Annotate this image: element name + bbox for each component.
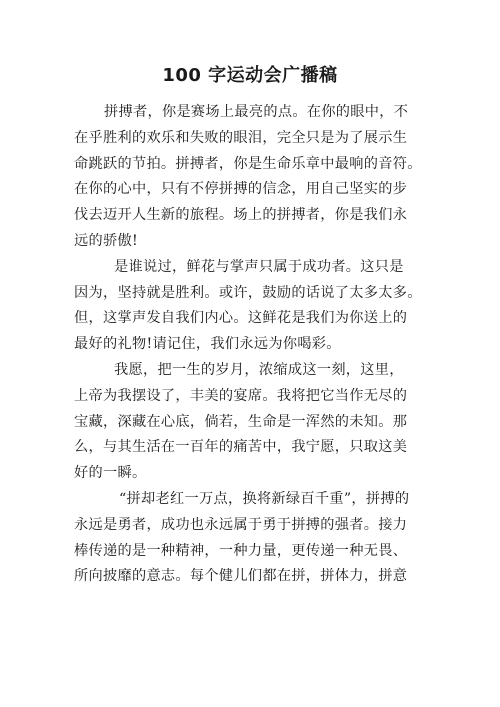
- text-line: 在乎胜利的欢乐和失败的眼泪，完全只是为了展示生: [74, 129, 408, 146]
- text-line: 在你的心中，只有不停拼搏的信念，用自己坚实的步: [74, 181, 408, 198]
- text-line: “拼却老红一万点，换将新绿百千重”，拼搏的: [119, 490, 410, 507]
- text-line: 因为，坚持就是胜利。或许，鼓励的话说了太多太多。: [74, 284, 422, 301]
- text-line: 我愿，把一生的岁月，浓缩成这一刻，这里，: [114, 361, 404, 378]
- text-line: 棒传递的是一种精神，一种力量，更传递一种无畏、: [74, 542, 408, 559]
- text-line: 好的一瞬。: [74, 465, 147, 482]
- text-line: 伐去迈开人生新的旅程。场上的拼搏者，你是我们永: [74, 207, 408, 224]
- text-line: 最好的礼物!请记住，我们永远为你喝彩。: [74, 336, 341, 353]
- document-title: 100 字运动会广播稿: [162, 65, 338, 86]
- text-line: 但，这掌声发自我们内心。这鲜花是我们为你送上的: [74, 310, 408, 327]
- text-line: 命跳跃的节拍。拼搏者，你是生命乐章中最响的音符。: [74, 155, 422, 172]
- text-line: 永远是勇者，成功也永远属于勇于拼搏的强者。接力: [74, 516, 408, 533]
- text-line: 宝藏，深藏在心底，倘若，生命是一浑然的未知。那: [74, 413, 408, 430]
- document-body: [74, 100, 434, 590]
- text-line: 上帝为我摆设了，丰美的宴席。我将把它当作无尽的: [74, 387, 408, 404]
- text-line: 是谁说过，鲜花与掌声只属于成功者。这只是: [114, 258, 404, 275]
- text-line: 远的骄傲!: [74, 232, 138, 249]
- text-line: 么，与其生活在一百年的痛苦中，我宁愿，只取这美: [74, 439, 408, 456]
- paragraph-1: [74, 100, 434, 255]
- paragraph-3: [74, 358, 434, 487]
- paragraph-4: [74, 487, 434, 590]
- text-line: 所向披靡的意志。每个健儿们都在拼，拼体力，拼意: [74, 568, 408, 585]
- text-line: 拼搏者，你是赛场上最亮的点。在你的眼中，不: [104, 104, 409, 120]
- paragraph-2: [74, 255, 434, 358]
